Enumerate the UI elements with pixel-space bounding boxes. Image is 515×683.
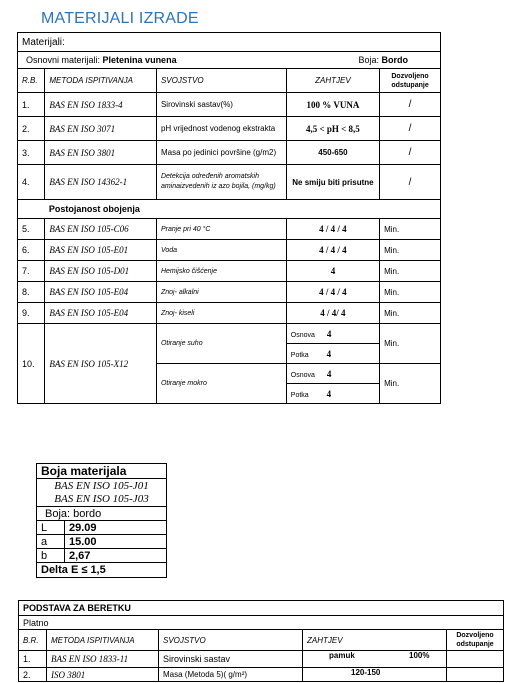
table-row bbox=[19, 651, 504, 668]
boja-box-standards bbox=[37, 479, 167, 507]
podstava-header-dozvoljeno: Dozvoljeno odstupanje bbox=[447, 630, 504, 651]
suho-potka-value: 4 bbox=[326, 348, 332, 359]
row-metoda: BAS EN ISO 105-X12 bbox=[45, 324, 157, 404]
row-dozv: / bbox=[380, 117, 441, 141]
row-rb: 2. bbox=[18, 117, 45, 141]
L-label: L bbox=[37, 521, 65, 535]
header-zahtjev: ZAHTJEV bbox=[286, 69, 379, 93]
podstava-header-svojstvo: SVOJSTVO bbox=[159, 630, 303, 651]
row-svojstvo: Masa (Metoda 5)( g/m²) bbox=[159, 668, 303, 682]
boja-label: Boja: bbox=[358, 55, 379, 65]
podstava-table bbox=[18, 600, 504, 682]
row-zahtjev: 120-150 bbox=[303, 668, 447, 682]
row-rb: 9. bbox=[18, 303, 45, 324]
row-zahtjev bbox=[303, 651, 447, 668]
podstava-title: PODSTAVA ZA BERETKU bbox=[19, 601, 504, 616]
row-rb: 2. bbox=[19, 668, 47, 682]
row-svojstvo: Znoj- alkalni bbox=[156, 282, 286, 303]
row-zahtjev: 4 / 4 / 4 bbox=[286, 240, 379, 261]
row-zahtjev: 100 % VUNA bbox=[286, 93, 379, 117]
zahtjev-b: 100% bbox=[409, 651, 430, 660]
boja-box-line: Boja: bordo bbox=[37, 507, 167, 521]
podstava-header-rb: B.R. bbox=[19, 630, 47, 651]
table-row bbox=[18, 141, 441, 165]
row-rb: 6. bbox=[18, 240, 45, 261]
row-svojstvo: Sirovinski sastav bbox=[159, 651, 303, 668]
b-value: 2,67 bbox=[65, 549, 167, 563]
row-dozv: Min. bbox=[380, 303, 441, 324]
table-row bbox=[18, 261, 441, 282]
header-svojstvo: SVOJSTVO bbox=[156, 69, 286, 93]
row-zahtjev: 450-650 bbox=[286, 141, 379, 165]
row-zahtjev: 4 / 4 / 4 bbox=[286, 282, 379, 303]
header-rb: R.B. bbox=[18, 69, 45, 93]
row-metoda: BAS EN ISO 1833-11 bbox=[47, 651, 159, 668]
mokro-potka-cell bbox=[286, 384, 379, 404]
table-row-10 bbox=[18, 324, 441, 344]
section-postojanost: Postojanost obojenja bbox=[45, 200, 441, 219]
boja-box-title: Boja materijala bbox=[37, 464, 167, 479]
row-dozv: / bbox=[380, 93, 441, 117]
row-rb: 7. bbox=[18, 261, 45, 282]
row-metoda: ISO 3801 bbox=[47, 668, 159, 682]
row-zahtjev: 4 bbox=[286, 261, 379, 282]
row-rb: 1. bbox=[19, 651, 47, 668]
otiranje-suho-label: Otiranje suho bbox=[156, 324, 286, 364]
row-dozv: Min. bbox=[380, 219, 441, 240]
table-row bbox=[19, 668, 504, 682]
row-metoda: BAS EN ISO 105-D01 bbox=[45, 261, 157, 282]
boja-value: Bordo bbox=[381, 55, 408, 65]
podstava-header-metoda: METODA ISPITIVANJA bbox=[47, 630, 159, 651]
boja-materijala-box bbox=[36, 463, 167, 578]
row-svojstvo: Sirovinski sastav(%) bbox=[156, 93, 286, 117]
suho-osnova-value: 4 bbox=[326, 328, 332, 339]
row-metoda: BAS EN ISO 105-E04 bbox=[45, 282, 157, 303]
row-zahtjev: 4 / 4/ 4 bbox=[286, 303, 379, 324]
boja-std-2: BAS EN ISO 105-J03 bbox=[54, 492, 149, 505]
page-title: MATERIJALI IZRADE bbox=[41, 10, 199, 27]
suho-potka-cell bbox=[286, 344, 379, 364]
row-rb: 4. bbox=[18, 165, 45, 200]
row-svojstvo: Masa po jedinici površine (g/m2) bbox=[156, 141, 286, 165]
b-label: b bbox=[37, 549, 65, 563]
row-metoda: BAS EN ISO 105-C06 bbox=[45, 219, 157, 240]
row-rb: 5. bbox=[18, 219, 45, 240]
row-dozv: Min. bbox=[380, 282, 441, 303]
row-dozv: / bbox=[380, 165, 441, 200]
row-svojstvo: Voda bbox=[156, 240, 286, 261]
table-row bbox=[18, 219, 441, 240]
osnovni-value: Pletenina vunena bbox=[102, 55, 177, 65]
table-row bbox=[18, 117, 441, 141]
table-row bbox=[18, 303, 441, 324]
osnova-label: Osnova bbox=[290, 331, 315, 339]
row-metoda: BAS EN ISO 105-E01 bbox=[45, 240, 157, 261]
table-row bbox=[18, 240, 441, 261]
row-zahtjev: 4,5 < pH < 8,5 bbox=[286, 117, 379, 141]
a-label: a bbox=[37, 535, 65, 549]
table-row bbox=[18, 282, 441, 303]
L-value: 29.09 bbox=[65, 521, 167, 535]
row-metoda: BAS EN ISO 3801 bbox=[45, 141, 157, 165]
suho-osnova-cell bbox=[286, 324, 379, 344]
podstava-subtitle: Platno bbox=[19, 616, 504, 630]
row-svojstvo: pH vrijednost vodenog ekstrakta bbox=[156, 117, 286, 141]
row-rb: 3. bbox=[18, 141, 45, 165]
osnova-label: Osnova bbox=[290, 371, 315, 379]
otiranje-mokro-label: Otiranje mokro bbox=[156, 364, 286, 404]
row-svojstvo: Hemijsko čišćenje bbox=[156, 261, 286, 282]
row-svojstvo: Znoj- kiseli bbox=[156, 303, 286, 324]
potka-label: Potka bbox=[290, 391, 309, 399]
osnovni-label: Osnovni materijali: bbox=[26, 55, 101, 65]
potka-label: Potka bbox=[290, 351, 309, 359]
table-row bbox=[18, 165, 441, 200]
row-dozv: Min. bbox=[380, 364, 441, 404]
row-svojstvo: Detekcija određenih aromatskih aminaizvedenih iz azo bojila, (mg/kg) bbox=[156, 165, 286, 200]
header-dozvoljeno: Dozvoljeno odstupanje bbox=[380, 69, 441, 93]
a-value: 15.00 bbox=[65, 535, 167, 549]
row-dozv: / bbox=[380, 141, 441, 165]
row-dozv: Min. bbox=[380, 261, 441, 282]
row-zahtjev: 4 / 4 / 4 bbox=[286, 219, 379, 240]
podstava-header-zahtjev: ZAHTJEV bbox=[303, 630, 447, 651]
row-dozv: Min. bbox=[380, 240, 441, 261]
materijali-label: Materijali: bbox=[18, 33, 441, 52]
mokro-osnova-cell bbox=[286, 364, 379, 384]
row-metoda: BAS EN ISO 3071 bbox=[45, 117, 157, 141]
mokro-osnova-value: 4 bbox=[326, 368, 332, 379]
table-row bbox=[18, 93, 441, 117]
row-dozv: Min. bbox=[380, 324, 441, 364]
header-metoda: METODA ISPITIVANJA bbox=[45, 69, 157, 93]
materials-table bbox=[17, 32, 441, 404]
row-zahtjev: Ne smiju biti prisutne bbox=[286, 165, 379, 200]
delta-e: Delta E ≤ 1,5 bbox=[37, 563, 167, 578]
boja-std-1: BAS EN ISO 105-J01 bbox=[54, 479, 149, 492]
row-metoda: BAS EN ISO 14362-1 bbox=[45, 165, 157, 200]
row-svojstvo: Pranje pri 40 °C bbox=[156, 219, 286, 240]
row-metoda: BAS EN ISO 105-E04 bbox=[45, 303, 157, 324]
zahtjev-a: pamuk bbox=[329, 651, 355, 660]
mokro-potka-value: 4 bbox=[326, 388, 332, 399]
row-rb: 1. bbox=[18, 93, 45, 117]
row-metoda: BAS EN ISO 1833-4 bbox=[45, 93, 157, 117]
osnovni-row bbox=[18, 52, 441, 69]
row-rb: 10. bbox=[18, 324, 45, 404]
row-rb: 8. bbox=[18, 282, 45, 303]
